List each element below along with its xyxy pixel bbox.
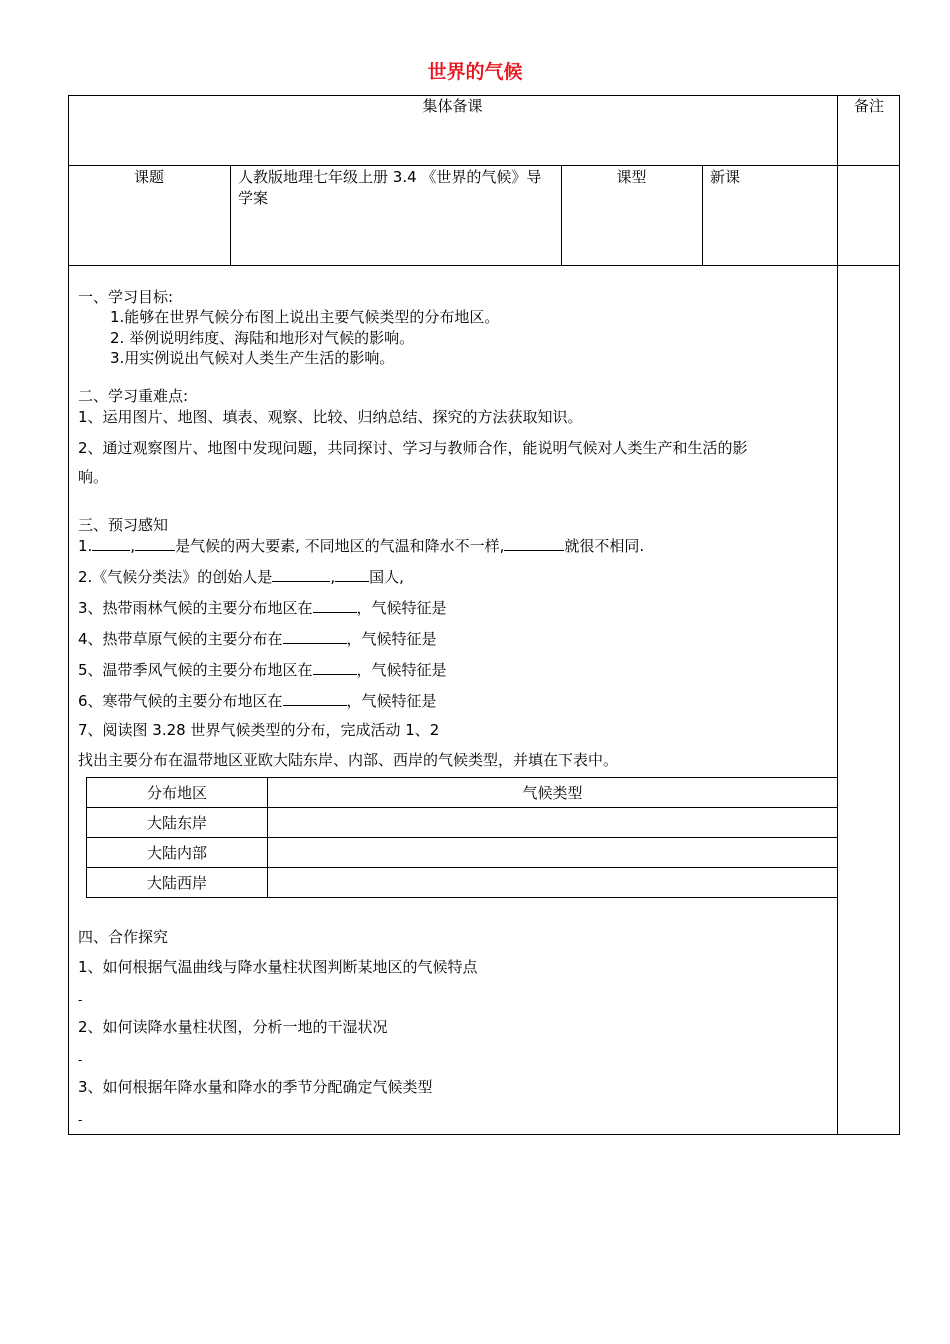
answer-dash-1: - <box>78 993 83 1007</box>
q3-blank[interactable] <box>313 598 357 613</box>
goal-item-1: 1.能够在世界气候分布图上说出主要气候类型的分布地区。 <box>110 308 500 326</box>
answer-dash-2: - <box>78 1053 83 1067</box>
goal-item-2: 2. 举例说明纬度、海陆和地形对气候的影响。 <box>110 329 415 347</box>
explore-q1: 1、如何根据气温曲线与降水量柱状图判断某地区的气候特点 <box>78 958 478 976</box>
key-point-2-cont: 响。 <box>78 468 109 486</box>
q6-blank[interactable] <box>283 691 347 706</box>
q4-text: 4、热带草原气候的主要分布在 <box>78 630 283 648</box>
climate-fill-table <box>86 777 838 898</box>
document-title: 世界的气候 <box>427 61 523 83</box>
preview-q2 <box>78 566 404 587</box>
q1-number: 1. <box>78 537 93 555</box>
q3-text: 3、热带雨林气候的主要分布地区在 <box>78 599 313 617</box>
q3-end: ，气候特征是 <box>356 599 447 617</box>
preview-q4 <box>78 628 437 649</box>
header-climate-type: 气候类型 <box>268 778 838 808</box>
col-divider-3 <box>702 165 703 265</box>
q6-text: 6、寒带气候的主要分布地区在 <box>78 692 283 710</box>
answer-dash-3: - <box>78 1113 83 1127</box>
row-region: 大陆西岸 <box>87 868 268 898</box>
preview-q3 <box>78 597 447 618</box>
explore-heading: 四、合作探究 <box>78 928 169 946</box>
row-region: 大陆东岸 <box>87 808 268 838</box>
q6-end: ，气候特征是 <box>346 692 437 710</box>
collective-prep-header: 集体备课 <box>422 97 483 115</box>
preview-q6 <box>78 690 437 711</box>
q2-blank-1[interactable] <box>272 567 330 582</box>
goal-item-3: 3.用实例说出气候对人类生产生活的影响。 <box>110 349 395 367</box>
table-row <box>87 808 838 838</box>
table-row <box>87 838 838 868</box>
explore-q2: 2、如何读降水量柱状图，分析一地的干湿状况 <box>78 1018 388 1036</box>
row-divider-1 <box>68 165 900 166</box>
q5-text: 5、温带季风气候的主要分布地区在 <box>78 661 313 679</box>
q4-blank[interactable] <box>283 629 347 644</box>
key-point-2: 2、通过观察图片、地图中发现问题，共同探讨、学习与教师合作，能说明气候对人类生产和生活的影 <box>78 439 748 457</box>
q2-end: 国人, <box>369 568 404 586</box>
row-region: 大陆内部 <box>87 838 268 868</box>
q1-text: 是气候的两大要素, 不同地区的气温和降水不一样, <box>175 537 505 555</box>
type-value: 新课 <box>710 168 741 186</box>
type-label: 课型 <box>616 168 647 186</box>
q2-text: 2.《气候分类法》的创始人是 <box>78 568 273 586</box>
row-climate-cell[interactable] <box>268 838 838 868</box>
row-climate-cell[interactable] <box>268 868 838 898</box>
topic-value: 人教版地理七年级上册 3.4 《世界的气候》导学案 <box>238 168 542 207</box>
preview-heading: 三、预习感知 <box>78 516 169 534</box>
explore-q3: 3、如何根据年降水量和降水的季节分配确定气候类型 <box>78 1078 433 1096</box>
q2-blank-2[interactable] <box>335 567 369 582</box>
q2-separator: , <box>330 568 336 586</box>
q1-end: 就很不相同. <box>564 537 645 555</box>
remarks-header: 备注 <box>853 97 884 115</box>
q1-blank-3[interactable] <box>504 536 564 551</box>
preview-instruction: 找出主要分布在温带地区亚欧大陆东岸、内部、西岸的气候类型，并填在下表中。 <box>78 751 619 769</box>
table-header-row <box>87 778 838 808</box>
table-row <box>87 868 838 898</box>
remarks-column-divider <box>837 95 838 1135</box>
goals-heading: 一、学习目标: <box>78 288 174 306</box>
preview-q7: 7、阅读图 3.28 世界气候类型的分布，完成活动 1、2 <box>78 721 440 739</box>
preview-q5 <box>78 659 447 680</box>
row-climate-cell[interactable] <box>268 808 838 838</box>
row-divider-2 <box>68 265 900 266</box>
q1-separator: , <box>130 537 136 555</box>
header-region: 分布地区 <box>87 778 268 808</box>
q1-blank-1[interactable] <box>92 536 130 551</box>
q1-blank-2[interactable] <box>135 536 175 551</box>
q5-end: ，气候特征是 <box>356 661 447 679</box>
key-points-heading: 二、学习重难点: <box>78 387 189 405</box>
q4-end: ，气候特征是 <box>346 630 437 648</box>
topic-label: 课题 <box>133 168 164 186</box>
preview-q1 <box>78 535 644 556</box>
col-divider-1 <box>230 165 231 265</box>
key-point-1: 1、运用图片、地图、填表、观察、比较、归纳总结、探究的方法获取知识。 <box>78 408 583 426</box>
q5-blank[interactable] <box>313 660 357 675</box>
